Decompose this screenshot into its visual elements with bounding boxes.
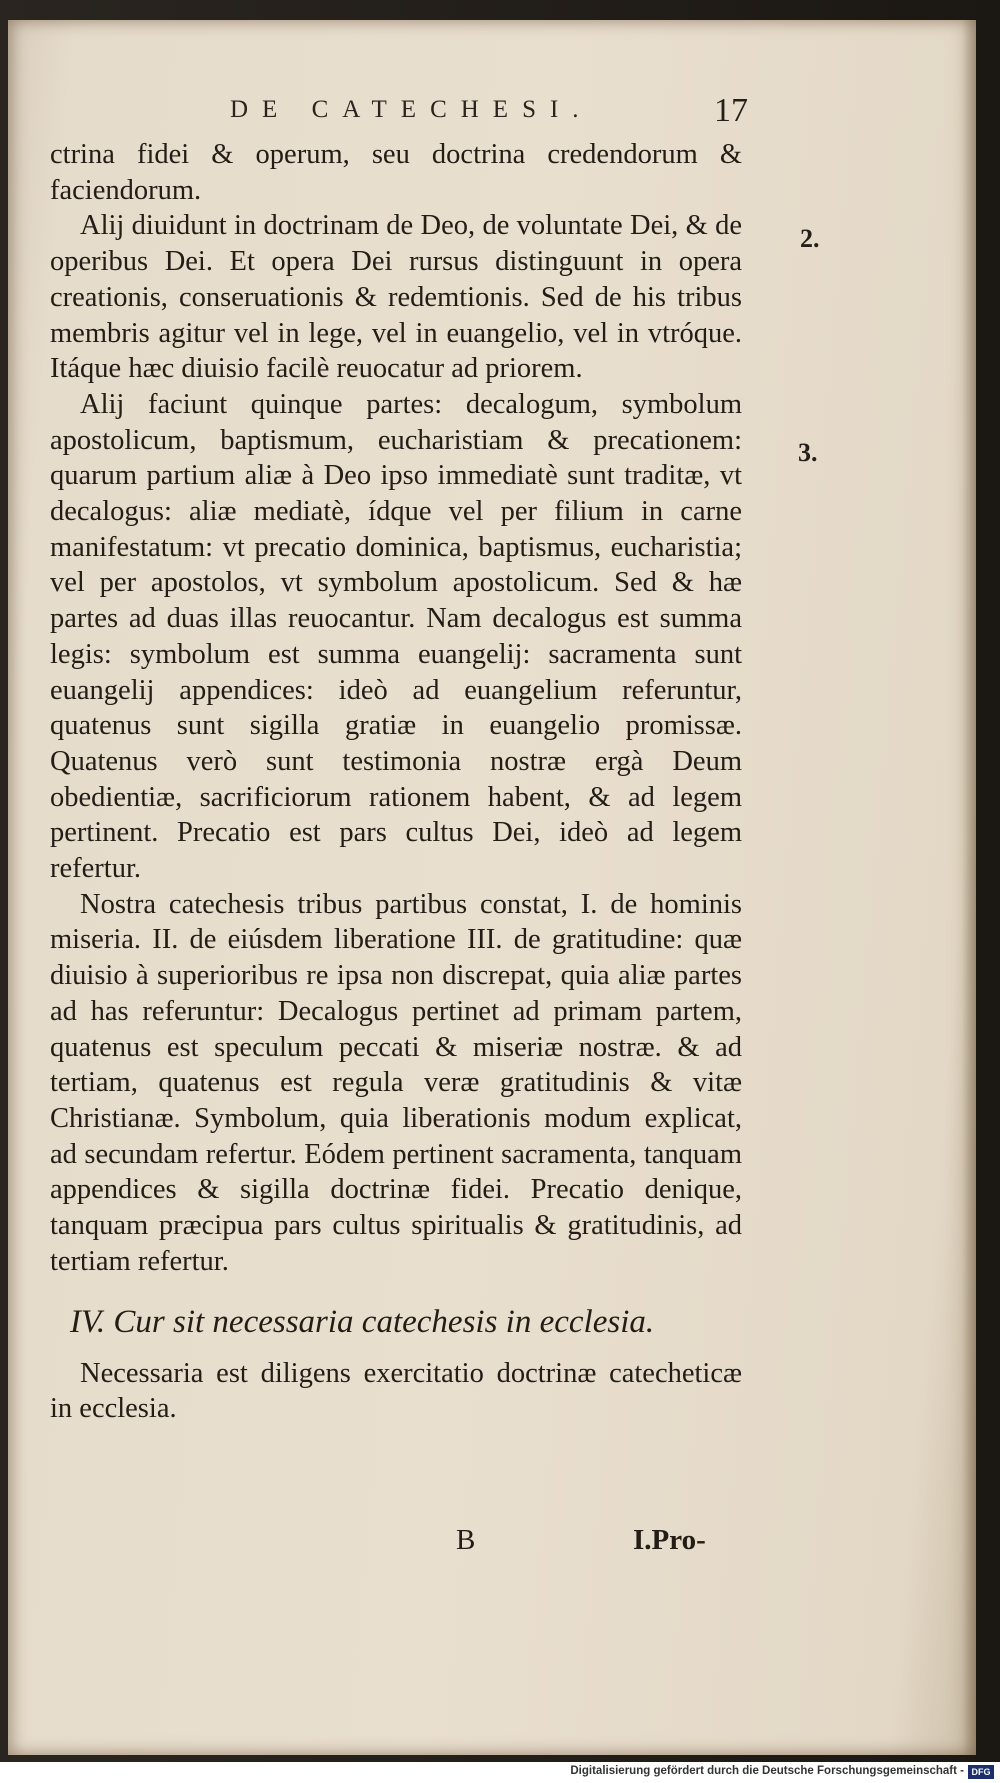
catchword: I.Pro- bbox=[633, 1524, 706, 1556]
signature-mark: B bbox=[456, 1524, 476, 1556]
running-head: DE CATECHESI. bbox=[230, 96, 593, 123]
marginal-note-3: 3. bbox=[798, 438, 818, 467]
section-heading: IV. Cur sit necessaria catechesis in ecclesia. bbox=[70, 1303, 655, 1340]
page-number: 17 bbox=[714, 92, 748, 129]
marginal-note-2: 2. bbox=[800, 224, 820, 253]
page-edge-shadow bbox=[962, 20, 976, 1755]
main-text bbox=[50, 137, 742, 1427]
paragraph-1: ctrina fidei & operum, seu doctrina credendorum & faciendorum. bbox=[50, 139, 742, 206]
paragraph-2: Alij diuidunt in doctrinam de Deo, de voluntate Dei, & de operibus Dei. Et opera Dei rursus distinguunt in opera creationis, conseruationis & redemtionis. Sed de his tribus membris agitur vel in lege, vel in euangelio, vel in vtróque. Itáque hæc diuisio facilè reuocatur ad priorem. bbox=[50, 210, 742, 385]
paragraph-3: Alij faciunt quinque partes: decalogum, symbolum apostolicum, baptismum, eucharistiam & precationem: quarum partium aliæ à Deo ipso immediatè sunt traditæ, vt decalogus: aliæ mediatè, ídque vel per filium in carne manifestatum: vt precatio dominica, baptismus, eucharistia; vel per apostolos, vt symbolum apostolicum. Sed & hæ partes ad duas illas reuocantur. Nam decalogus est summa legis: symbolum est summa euangelij: sacramenta sunt euangelij appendices: ideò ad euangelium referuntur, quatenus sunt sigilla gratiæ in euangelio promissæ. Quatenus verò sunt testimonia nostræ ergà Deum obedientiæ, sacrificiorum rationem habent, & ad legem pertinent. Precatio est pars cultus Dei, ideò ad legem refertur. bbox=[50, 388, 742, 885]
paragraph-5: Necessaria est diligens exercitatio doctrinæ catecheticæ in ecclesia. bbox=[50, 1357, 742, 1425]
digitization-credit: Digitalisierung gefördert durch die Deutsche Forschungsgemeinschaft - bbox=[570, 1765, 964, 1777]
paragraph-4: Nostra catechesis tribus partibus constat, I. de hominis miseria. II. de eiúsdem liberatione III. de gratitudine: quæ diuisio à superioribus re ipsa non discrepat, quia aliæ partes ad has referuntur: Decalogus pertinet ad primam partem, quatenus est speculum peccati & miseriæ nostræ. & ad tertiam, quatenus est regula veræ gratitudinis & vitæ Christianæ. Symbolum, quia liberationis modum explicat, ad secundam refertur. Eódem pertinent sacramenta, tanquam appendices & sigilla doctrinæ fidei. Precatio denique, tanquam præcipua pars cultus spiritualis & gratitudinis, ad tertiam refertur. bbox=[50, 888, 742, 1277]
dfg-logo-icon: DFG bbox=[968, 1765, 994, 1779]
